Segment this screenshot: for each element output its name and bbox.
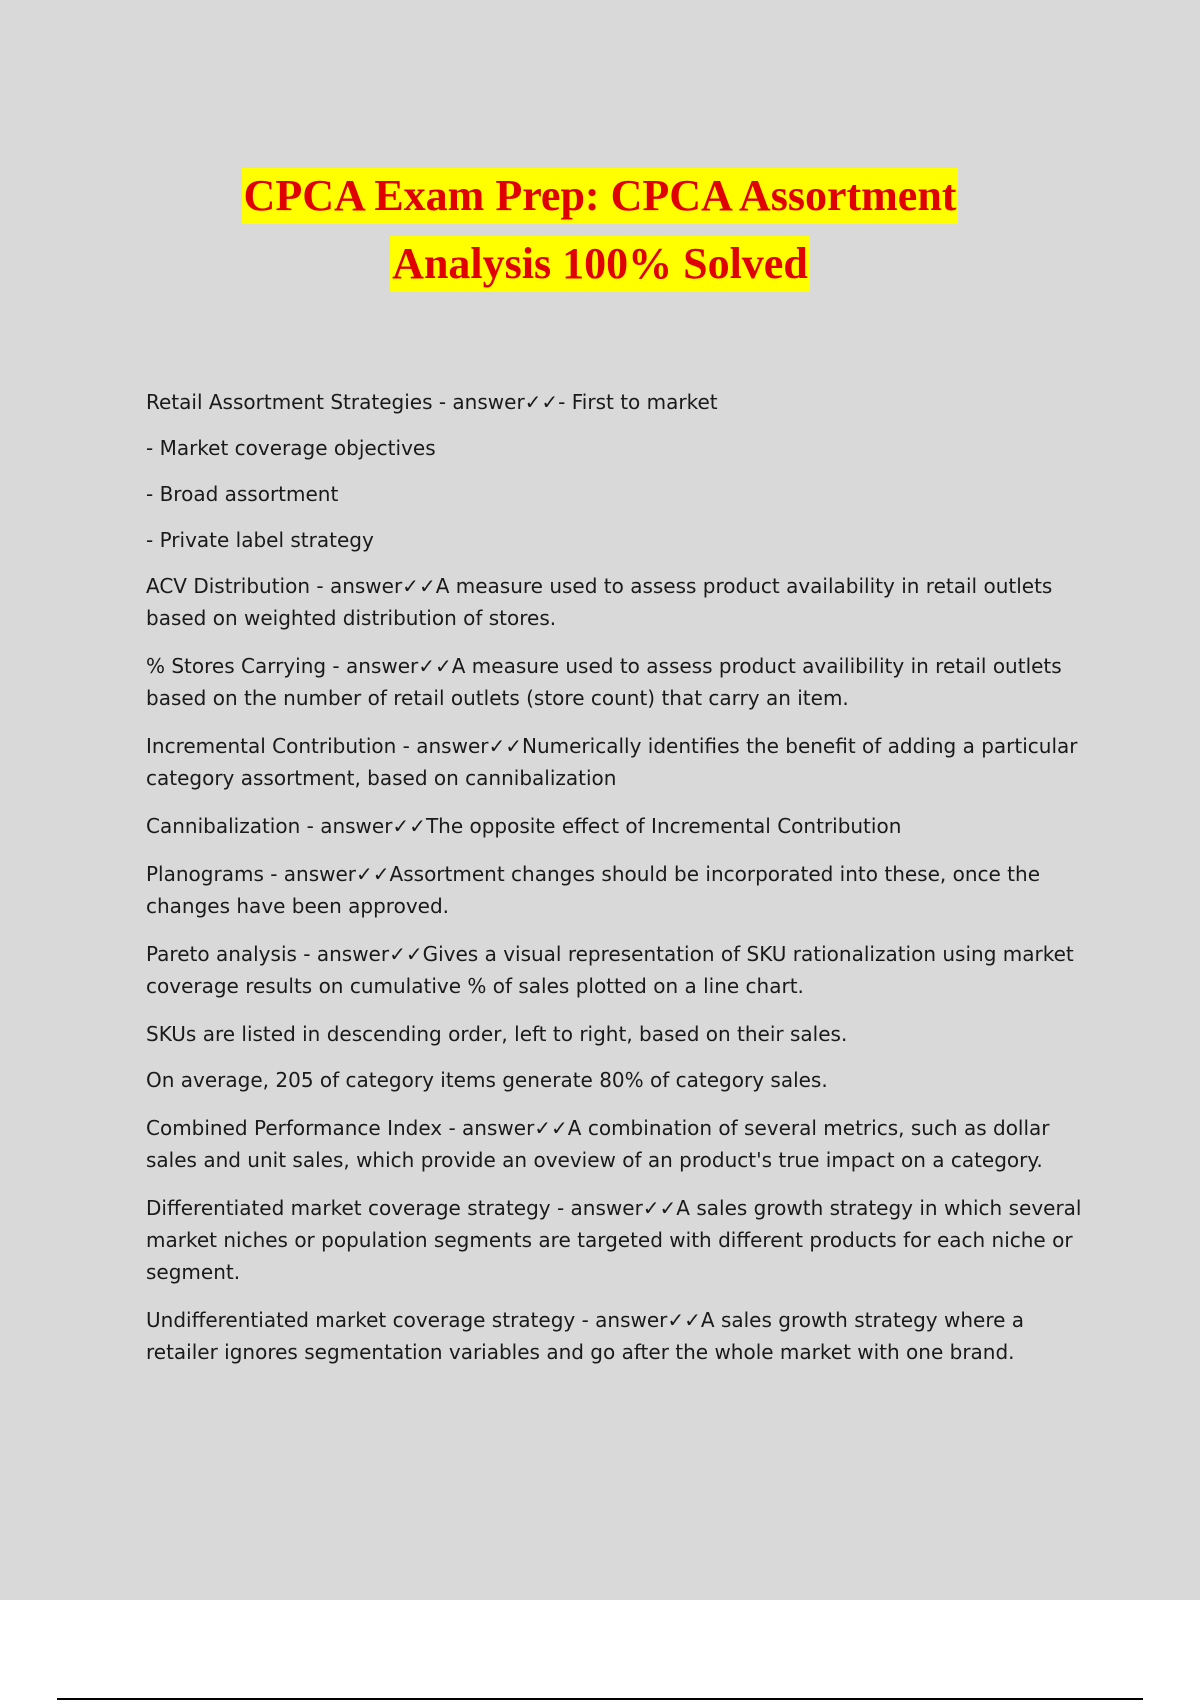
paragraph-cannibalization: Cannibalization - answer✓✓The opposite effect of Incremental Contribution [146,814,902,838]
paragraph-undifferentiated-strategy: Undifferentiated market coverage strategy - answer✓✓A sales growth strategy where a retailer ignores segmentation variables and go after the whole market with one brand. [146,1308,1025,1364]
paragraph-acv-distribution: ACV Distribution - answer✓✓A measure used to assess product availability in retail outlets based on weighted distribution of stores. [146,574,1053,630]
paragraph-pareto-analysis: Pareto analysis - answer✓✓Gives a visual representation of SKU rationalization using market coverage results on cumulative % of sales plotted on a line chart. [146,942,1074,998]
paragraph-stores-carrying: % Stores Carrying - answer✓✓A measure used to assess product availibility in retail outlets based on the number of retail outlets (store count) that carry an item. [146,654,1062,710]
paragraph-broad-assortment: - Broad assortment [146,482,339,506]
title-line-1: CPCA Exam Prep: CPCA Assortment [242,168,959,224]
paragraph-planograms: Planograms - answer✓✓Assortment changes should be incorporated into these, once the changes have been approved. [146,862,1041,918]
paragraph-on-average: On average, 205 of category items generate 80% of category sales. [146,1068,828,1092]
paragraph-market-coverage: - Market coverage objectives [146,436,436,460]
title-line-2: Analysis 100% Solved [390,236,810,292]
paragraph-combined-performance-index: Combined Performance Index - answer✓✓A combination of several metrics, such as dollar sales and unit sales, which provide an oveview of an product's true impact on a category. [146,1116,1050,1172]
paragraph-incremental-contribution: Incremental Contribution - answer✓✓Numerically identifies the benefit of adding a particular category assortment, based on cannibalization [146,734,1078,790]
paragraph-retail-assortment-strategies: Retail Assortment Strategies - answer✓✓- First to market [146,390,718,414]
paragraph-differentiated-strategy: Differentiated market coverage strategy - answer✓✓A sales growth strategy in which several market niches or population segments are targeted with different products for each niche or segment. [146,1196,1082,1284]
paragraph-skus-listed: SKUs are listed in descending order, left to right, based on their sales. [146,1022,848,1046]
document-title [0,168,1200,304]
document-body [146,386,1096,1384]
paragraph-private-label: - Private label strategy [146,528,374,552]
